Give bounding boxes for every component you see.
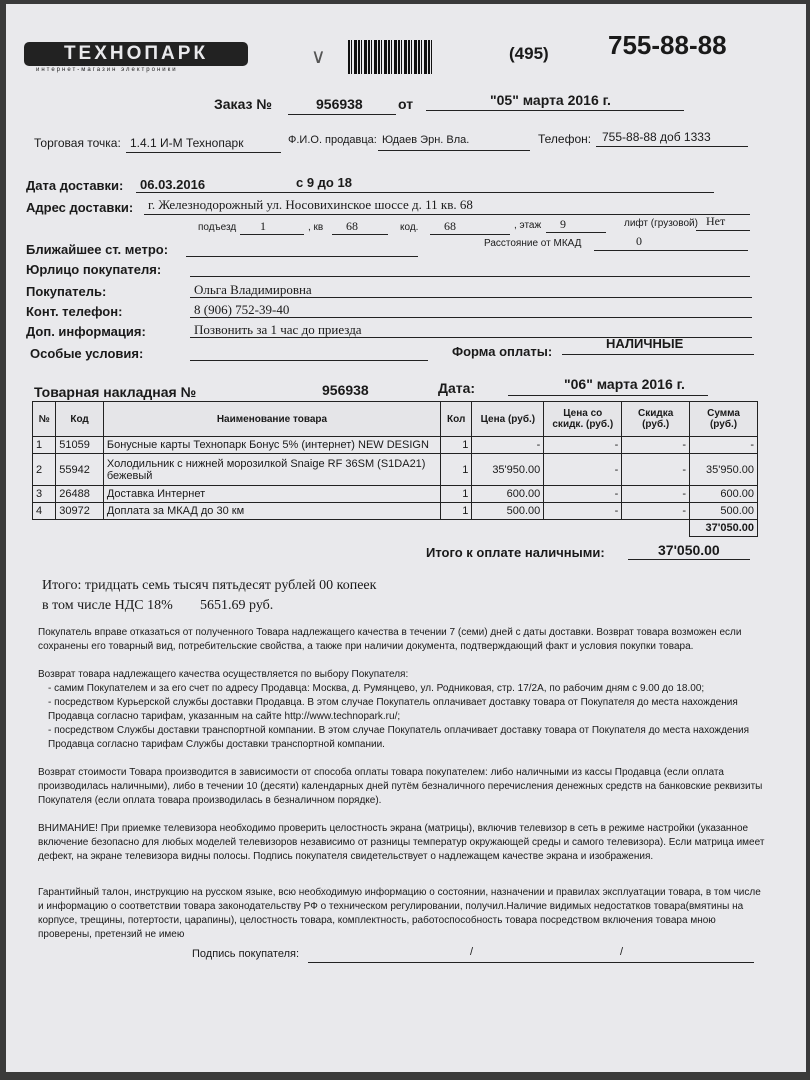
row-number: 3 <box>33 486 56 503</box>
row-code: 30972 <box>56 503 104 520</box>
delivery-date-label: Дата доставки: <box>26 178 124 193</box>
vat-value: 5651.69 руб. <box>200 598 274 613</box>
invoice-date-label: Дата: <box>438 380 476 396</box>
col-code: Код <box>56 402 104 437</box>
signature-separator: / <box>620 946 624 958</box>
col-discount: Скидка (руб.) <box>622 402 690 437</box>
row-code: 26488 <box>56 486 104 503</box>
row-number: 1 <box>33 437 56 454</box>
row-discount: - <box>622 454 690 486</box>
signature-separator: / <box>470 946 474 958</box>
row-code: 55942 <box>56 454 104 486</box>
row-qty: 1 <box>441 454 472 486</box>
floor-label: , этаж <box>514 220 542 231</box>
table-total-sum: 37'050.00 <box>690 520 758 537</box>
row-name: Бонусные карты Технопарк Бонус 5% (интернет) NEW DESIGN <box>103 437 440 454</box>
table-total-row <box>33 520 758 537</box>
row-sum: - <box>690 437 758 454</box>
order-from-label: от <box>398 96 414 112</box>
row-number: 2 <box>33 454 56 486</box>
order-label: Заказ № <box>214 96 272 112</box>
seller-point-value: 1.4.1 И-М Технопарк <box>130 136 244 150</box>
order-number: 956938 <box>316 96 363 112</box>
row-price: 600.00 <box>472 486 544 503</box>
table-row <box>33 437 758 454</box>
row-name: Доплата за МКАД до 30 км <box>103 503 440 520</box>
row-sum: 35'950.00 <box>690 454 758 486</box>
payment-form-label: Форма оплаты: <box>452 344 553 359</box>
row-discount: - <box>622 437 690 454</box>
delivery-date-value: 06.03.2016 <box>140 177 206 192</box>
table-row <box>33 454 758 486</box>
delivery-time-value: с 9 до 18 <box>296 175 352 190</box>
row-code: 51059 <box>56 437 104 454</box>
row-number: 4 <box>33 503 56 520</box>
phone-code: (495) <box>509 44 549 63</box>
entrance-value: 1 <box>260 219 266 233</box>
lift-label: лифт (грузовой) <box>624 218 698 229</box>
terms-return-paragraph: Покупатель вправе отказаться от полученного Товара надлежащего качества в течении 7 (семи) дней с даты доставки. Возврат товара возможен если сохранены его товарный вид, потребительские свойства, а также при наличии документа, подтверждающий факт и условия покупки товара. <box>38 627 742 652</box>
row-name: Холодильник с нижней морозилкой Snaige RF 36SM (S1DA21) бежевый <box>103 454 440 486</box>
row-qty: 1 <box>441 486 472 503</box>
vat-label: в том числе НДС 18% <box>42 598 173 613</box>
terms-warranty-paragraph: Гарантийный талон, инструкцию на русском языке, всю необходимую информацию о состоянии, назначении и правилах эксплуатации товара, в том числе и информацию о соответствии товара законодательству РФ о техническом регулировании, получил.Наличие видимых недостатков товара(вмятины на корпусе, трещины, потертости, царапины), целостность товара, комплектность, работоспособность товара посредством включения товара мною проверены, претензий не имею <box>38 887 761 940</box>
row-name: Доставка Интернет <box>103 486 440 503</box>
terms-refund-paragraph: Возврат стоимости Товара производится в зависимости от способа оплаты товара покупателем: либо наличными из кассы Продавца (если оплата производилась наличными), либо в течении 10 (десяти) календарных дней путём безналичного перечисления денежных средств на банковские реквизиты Покупателя (если оплата товара производилась в безналичном порядке). <box>38 767 763 806</box>
table-row <box>33 486 758 503</box>
total-to-pay-label: Итого к оплате наличными: <box>426 545 605 560</box>
total-to-pay-value: 37'050.00 <box>658 542 720 558</box>
seller-phone-label: Телефон: <box>538 132 592 146</box>
contact-phone-label: Конт. телефон: <box>26 304 123 319</box>
delivery-address-label: Адрес доставки: <box>26 200 134 215</box>
row-discount: - <box>622 486 690 503</box>
table-row <box>33 503 758 520</box>
floor-value: 9 <box>560 217 566 231</box>
delivery-invoice-sheet <box>6 4 806 1072</box>
row-discount: - <box>622 503 690 520</box>
row-sum: 600.00 <box>690 486 758 503</box>
buyer-value: Ольга Владимировна <box>194 282 312 297</box>
row-disc-price: - <box>544 437 622 454</box>
code-label: код. <box>400 222 419 233</box>
barcode-icon <box>348 40 434 74</box>
return-option-transport: - посредством Службы доставки транспортной компании. В этом случае Покупатель оплачивает доставку товара от Покупателя до места нахождения Продавца согласно тарифам Службы доставки транспортной компании. <box>48 725 750 750</box>
col-sum: Сумма (руб.) <box>690 402 758 437</box>
row-disc-price: - <box>544 486 622 503</box>
logo-subtitle: интернет-магазин электроники <box>36 67 178 73</box>
col-price: Цена (руб.) <box>472 402 544 437</box>
buyer-label: Покупатель: <box>26 284 107 299</box>
mkad-label: Расстояние от МКАД <box>484 238 582 249</box>
order-date: "05" марта 2016 г. <box>490 92 611 108</box>
return-options-intro: Возврат товара надлежащего качества осуществляется по выбору Покупателя: <box>38 669 409 680</box>
row-price: 35'950.00 <box>472 454 544 486</box>
terms-return-options <box>38 668 768 752</box>
seller-phone-value: 755-88-88 доб 1333 <box>602 130 711 144</box>
apartment-value: 68 <box>346 219 358 233</box>
mkad-value: 0 <box>636 234 642 248</box>
technopark-logo: ТЕХНОПАРК <box>24 42 248 66</box>
col-number: № <box>33 402 56 437</box>
row-price: - <box>472 437 544 454</box>
col-qty: Кол <box>441 402 472 437</box>
goods-table <box>32 401 758 537</box>
entrance-label: подъезд <box>198 222 237 233</box>
total-in-words: Итого: тридцать семь тысяч пятьдесят рублей 00 копеек <box>42 578 377 593</box>
row-qty: 1 <box>441 437 472 454</box>
row-disc-price: - <box>544 454 622 486</box>
terms-tv-warning: ВНИМАНИЕ! При приемке телевизора необходимо проверить целостность экрана (матрицы), включив телевизор в сеть в режиме настройки (указанное включение безопасно для любых моделей телевизоров независимо от разницы температур окружающей среды и самого телевизора). Если матрица имеет дефект, на экране телевизора видны полосы. Подпись покупателя свидетельствует о надлежащем качестве экрана и изображения. <box>38 823 765 862</box>
seller-name-label: Ф.И.О. продавца: <box>288 134 377 146</box>
row-qty: 1 <box>441 503 472 520</box>
payment-form-value: НАЛИЧНЫЕ <box>606 336 684 351</box>
checkmark-icon: ∨ <box>311 46 326 68</box>
delivery-address-value: г. Железнодорожный ул. Носовихинское шоссе д. 11 кв. 68 <box>148 197 473 212</box>
signature-label: Подпись покупателя: <box>192 948 300 960</box>
additional-info-label: Доп. информация: <box>26 324 146 339</box>
contact-phone-value: 8 (906) 752-39-40 <box>194 302 290 317</box>
legal-entity-label: Юрлицо покупателя: <box>26 262 162 277</box>
col-name: Наименование товара <box>103 402 440 437</box>
col-disc-price: Цена со скидк. (руб.) <box>544 402 622 437</box>
invoice-date-value: "06" марта 2016 г. <box>564 376 685 392</box>
lift-value: Нет <box>706 214 726 228</box>
seller-name-value: Юдаев Эрн. Вла. <box>382 134 470 146</box>
additional-info-value: Позвонить за 1 час до приезда <box>194 322 362 337</box>
code-value: 68 <box>444 219 456 233</box>
return-option-courier: - посредством Курьерской службы доставки Продавца. В этом случае Покупатель оплачивает доставку товара от Покупателя до места нахождения Продавца согласно тарифам, указанным на сайте http://www.technopark.ru/; <box>48 697 738 722</box>
seller-point-label: Торговая точка: <box>34 136 121 150</box>
row-sum: 500.00 <box>690 503 758 520</box>
metro-label: Ближайшее ст. метро: <box>26 242 169 257</box>
row-price: 500.00 <box>472 503 544 520</box>
apartment-label: , кв <box>308 222 324 233</box>
return-option-self: - самим Покупателем и за его счет по адресу Продавца: Москва, д. Румянцево, ул. Родниковая, стр. 17/2А, по рабочим дням с 9.00 до 18.00; <box>48 683 705 694</box>
row-disc-price: - <box>544 503 622 520</box>
invoice-label: Товарная накладная № <box>34 384 197 400</box>
special-conditions-label: Особые условия: <box>30 346 144 361</box>
phone-number: 755-88-88 <box>608 30 727 60</box>
invoice-number: 956938 <box>322 382 369 398</box>
